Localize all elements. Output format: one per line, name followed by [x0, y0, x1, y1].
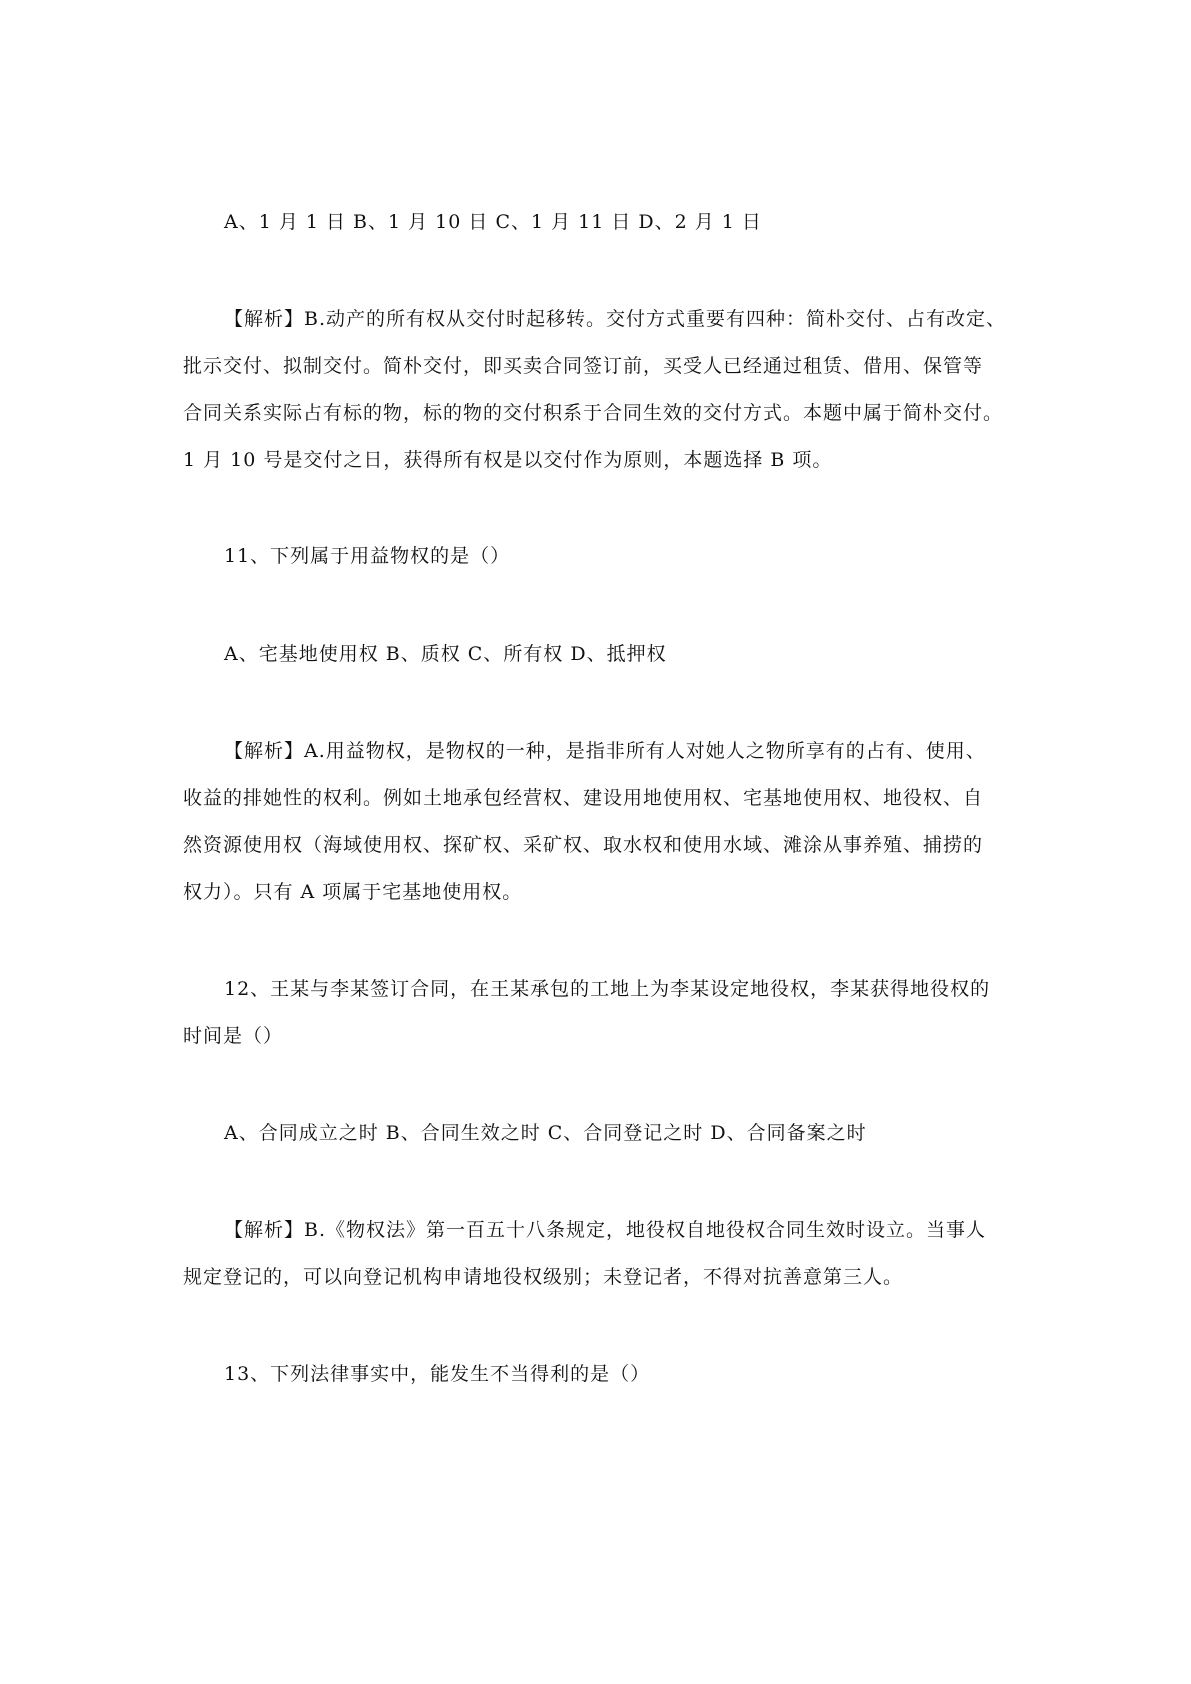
q13-stem: 13、下列法律事实中，能发生不当得利的是（）: [224, 1363, 651, 1385]
q10-analysis-line: 1 月 10 号是交付之日，获得所有权是以交付作为原则，本题选择 B 项。: [183, 449, 833, 471]
q10-options: A、1 月 1 日 B、1 月 10 日 C、1 月 11 日 D、2 月 1 日: [224, 211, 762, 233]
q11-analysis-line: 收益的排她性的权利。例如土地承包经营权、建设用地使用权、宅基地使用权、地役权、自: [183, 787, 984, 809]
q12-analysis-line: 规定登记的，可以向登记机构申请地役权级别；未登记者，不得对抗善意第三人。: [183, 1266, 904, 1288]
q10-analysis-line: 批示交付、拟制交付。简朴交付，即买卖合同签订前，买受人已经通过租赁、借用、保管等: [183, 355, 984, 377]
q11-options: A、宅基地使用权 B、质权 C、所有权 D、抵押权: [224, 643, 667, 665]
q11-stem: 11、下列属于用益物权的是（）: [224, 545, 511, 567]
q12-stem-line: 时间是（）: [183, 1025, 284, 1047]
q10-analysis-line: 【解析】B.动产的所有权从交付时起移转。交付方式重要有四种：简朴交付、占有改定、: [224, 308, 1007, 330]
q11-analysis-line: 权力）。只有 A 项属于宅基地使用权。: [183, 881, 523, 903]
q12-stem-line: 12、王某与李某签订合同，在王某承包的工地上为李某设定地役权，李某获得地役权的: [224, 978, 991, 1000]
q11-analysis-line: 然资源使用权（海域使用权、探矿权、采矿权、取水权和使用水域、滩涂从事养殖、捕捞的: [183, 834, 984, 856]
q12-analysis-line: 【解析】B.《物权法》第一百五十八条规定，地役权自地役权合同生效时设立。当事人: [224, 1219, 987, 1241]
q10-analysis-line: 合同关系实际占有标的物，标的物的交付积系于合同生效的交付方式。本题中属于简朴交付。: [183, 402, 1004, 424]
q11-analysis-line: 【解析】A.用益物权，是物权的一种，是指非所有人对她人之物所享有的占有、使用、: [224, 740, 986, 762]
q12-options: A、合同成立之时 B、合同生效之时 C、合同登记之时 D、合同备案之时: [224, 1122, 867, 1144]
